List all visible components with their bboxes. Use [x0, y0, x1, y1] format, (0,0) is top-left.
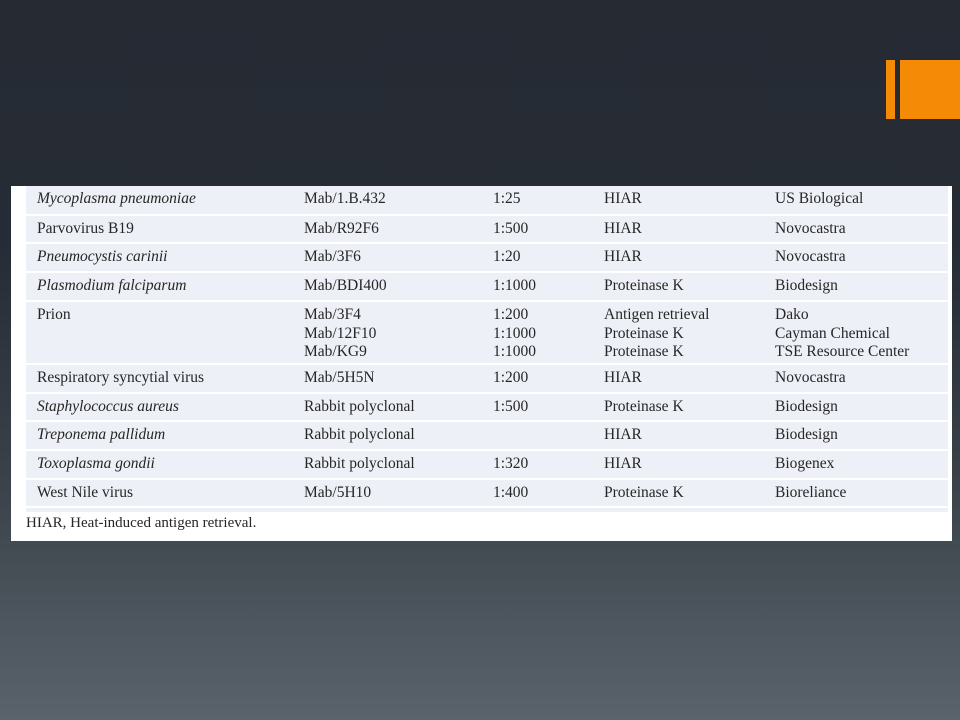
table-row	[26, 244, 948, 273]
table-cell-dilution: 1:1000	[493, 277, 537, 294]
table-cell-organism: Staphylococcus aureus	[37, 398, 179, 415]
table-cell-antibody: Mab/BDI400	[304, 277, 387, 294]
table-cell-retrieval: HIAR	[604, 248, 642, 265]
accent-bar-thin	[886, 60, 895, 119]
table-cell-organism: Treponema pallidum	[37, 426, 166, 443]
table-cell-retrieval: HIAR	[604, 426, 642, 443]
table-row	[26, 394, 948, 422]
table-row	[26, 273, 948, 302]
table-cell-dilution: 1:20	[493, 248, 521, 265]
table-cell-source: Novocastra	[775, 369, 846, 386]
table-footnote: HIAR, Heat-induced antigen retrieval.	[26, 515, 257, 531]
table-cell-source: Biodesign	[775, 277, 838, 294]
table-cell-organism: Prion	[37, 306, 71, 323]
table-cell-organism: Toxoplasma gondii	[37, 455, 155, 472]
table-cell-dilution: 1:200 1:1000 1:1000	[493, 306, 537, 360]
table-cell-antibody: Mab/3F4 Mab/12F10 Mab/KG9	[304, 306, 377, 360]
table-cell-organism: Pneumocystis carinii	[37, 248, 168, 265]
table-cell-source: Biogenex	[775, 455, 835, 472]
table-cell-retrieval: Proteinase K	[604, 277, 684, 294]
table-cell-source: Biodesign	[775, 426, 838, 443]
table-cell-retrieval: Antigen retrieval Proteinase K Proteinase K	[604, 306, 710, 360]
table-cell-source: Bioreliance	[775, 484, 847, 501]
table-cell-antibody: Rabbit polyclonal	[304, 426, 415, 443]
table-cell-dilution: 1:25	[493, 190, 521, 207]
table-cell-antibody: Rabbit polyclonal	[304, 398, 415, 415]
table-cell-antibody: Mab/1.B.432	[304, 190, 386, 207]
table-cell-organism: Parvovirus B19	[37, 220, 134, 237]
table-row	[26, 186, 948, 216]
table-cell-retrieval: HIAR	[604, 190, 642, 207]
table-cell-retrieval: Proteinase K	[604, 484, 684, 501]
table-cell-retrieval: HIAR	[604, 455, 642, 472]
table-cell-antibody: Mab/3F6	[304, 248, 361, 265]
table-cell-dilution: 1:500	[493, 398, 529, 415]
table-cell-antibody: Mab/5H5N	[304, 369, 375, 386]
table-cell-dilution: 1:200	[493, 369, 529, 386]
table-cell-antibody: Mab/5H10	[304, 484, 372, 501]
table-cell-antibody: Rabbit polyclonal	[304, 455, 415, 472]
table-cell-organism: Mycoplasma pneumoniae	[37, 190, 196, 207]
table-cell-retrieval: HIAR	[604, 220, 642, 237]
table-row	[26, 216, 948, 244]
table-cell-organism: Plasmodium falciparum	[37, 277, 187, 294]
table-cell-organism: West Nile virus	[37, 484, 134, 501]
table-cell-antibody: Mab/R92F6	[304, 220, 379, 237]
table-cell-source: Novocastra	[775, 220, 846, 237]
table-image	[11, 186, 952, 541]
table-row	[26, 365, 948, 394]
table-cell-dilution: 1:320	[493, 455, 529, 472]
table-row	[26, 451, 948, 480]
table-cell-source: Novocastra	[775, 248, 846, 265]
table-cell-organism: Respiratory syncytial virus	[37, 369, 205, 386]
table-row	[26, 480, 948, 508]
table-cell-retrieval: HIAR	[604, 369, 642, 386]
table-cell-source: US Biological	[775, 190, 864, 207]
table-panel	[26, 186, 948, 512]
table-cell-retrieval: Proteinase K	[604, 398, 684, 415]
table-cell-dilution: 1:400	[493, 484, 529, 501]
table-row	[26, 422, 948, 451]
table-cell-dilution: 1:500	[493, 220, 529, 237]
table-cell-source: Dako Cayman Chemical TSE Resource Center	[775, 306, 910, 360]
accent-bar-block	[900, 60, 960, 119]
table-cell-source: Biodesign	[775, 398, 838, 415]
table-row	[26, 302, 948, 365]
